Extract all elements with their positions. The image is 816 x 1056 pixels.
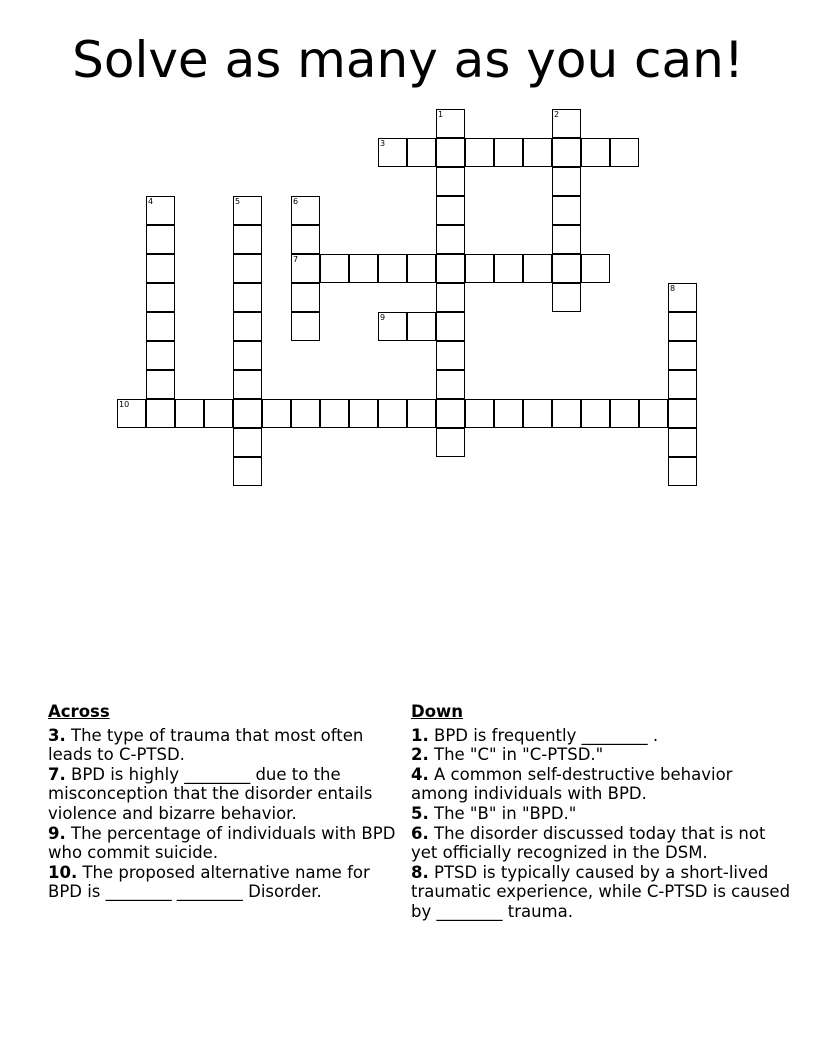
- grid-cell[interactable]: [262, 399, 291, 428]
- clue-number-label: 6.: [411, 823, 429, 843]
- clue-number-label: 9.: [48, 823, 66, 843]
- clue-text: The "C" in "C-PTSD.": [428, 745, 604, 765]
- grid-cell[interactable]: [378, 399, 407, 428]
- grid-cell[interactable]: [668, 341, 697, 370]
- grid-cell[interactable]: [146, 341, 175, 370]
- down-clue: [411, 824, 791, 863]
- grid-cell[interactable]: [523, 138, 552, 167]
- grid-cell[interactable]: [233, 283, 262, 312]
- grid-cell[interactable]: [291, 399, 320, 428]
- clue-number-label: 10.: [48, 862, 78, 882]
- grid-cell[interactable]: [465, 138, 494, 167]
- grid-cell[interactable]: [436, 312, 465, 341]
- grid-cell[interactable]: [407, 399, 436, 428]
- clue-number: 10: [119, 400, 130, 409]
- down-clue: [411, 804, 791, 824]
- grid-cell[interactable]: [175, 399, 204, 428]
- grid-cell[interactable]: [233, 341, 262, 370]
- clue-text: The type of trauma that most often leads to C-PTSD.: [48, 725, 364, 765]
- clue-number-label: 3.: [48, 725, 66, 745]
- clue-number: 6: [293, 197, 299, 206]
- down-clues: [411, 702, 791, 922]
- down-heading: Down: [411, 702, 464, 721]
- grid-cell[interactable]: [204, 399, 233, 428]
- grid-cell[interactable]: [291, 196, 320, 225]
- clue-number: 4: [148, 197, 154, 206]
- clue-number: 9: [380, 313, 386, 322]
- across-clue: [48, 726, 406, 765]
- clue-number-label: 1.: [411, 725, 429, 745]
- clue-number-label: 5.: [411, 803, 429, 823]
- grid-cell[interactable]: [291, 283, 320, 312]
- crossword-grid: [0, 0, 816, 520]
- clue-number: 8: [670, 284, 676, 293]
- clue-number: 5: [235, 197, 241, 206]
- grid-cell[interactable]: [668, 312, 697, 341]
- grid-cell[interactable]: [233, 196, 262, 225]
- grid-cell[interactable]: [552, 254, 581, 283]
- down-clue: [411, 745, 791, 765]
- across-clue: [48, 824, 406, 863]
- clue-text: PTSD is typically caused by a short-lived traumatic experience, while C-PTSD is caused by ________ trauma.: [411, 862, 791, 921]
- grid-cell[interactable]: [523, 399, 552, 428]
- clue-text: BPD is highly ________ due to the misconception that the disorder entails violence and bizarre behavior.: [48, 764, 373, 823]
- grid-cell[interactable]: [146, 225, 175, 254]
- clue-text: The disorder discussed today that is not yet officially recognized in the DSM.: [411, 823, 766, 863]
- grid-cell[interactable]: [233, 370, 262, 399]
- grid-cell[interactable]: [378, 254, 407, 283]
- grid-cell[interactable]: [349, 399, 378, 428]
- clue-text: The percentage of individuals with BPD who commit suicide.: [48, 823, 396, 863]
- grid-cell[interactable]: [233, 254, 262, 283]
- grid-cell[interactable]: [320, 254, 349, 283]
- grid-cell[interactable]: [668, 428, 697, 457]
- clue-text: BPD is frequently ________ .: [428, 725, 659, 745]
- grid-cell[interactable]: [552, 138, 581, 167]
- grid-cell[interactable]: [552, 283, 581, 312]
- clue-number: 2: [554, 110, 560, 119]
- down-clue: [411, 863, 791, 922]
- down-clue-list: [411, 726, 791, 922]
- grid-cell[interactable]: [117, 399, 146, 428]
- grid-cell[interactable]: [378, 138, 407, 167]
- grid-cell[interactable]: [465, 254, 494, 283]
- grid-cell[interactable]: [436, 428, 465, 457]
- clue-number: 7: [293, 255, 299, 264]
- grid-cell[interactable]: [436, 109, 465, 138]
- grid-cell[interactable]: [233, 457, 262, 486]
- grid-cell[interactable]: [320, 399, 349, 428]
- grid-cell[interactable]: [465, 399, 494, 428]
- clue-number: 3: [380, 139, 386, 148]
- grid-cell[interactable]: [291, 254, 320, 283]
- grid-cell[interactable]: [494, 399, 523, 428]
- grid-cell[interactable]: [668, 399, 697, 428]
- across-heading: Across: [48, 702, 110, 721]
- clue-number: 1: [438, 110, 444, 119]
- grid-cell[interactable]: [146, 312, 175, 341]
- grid-cell[interactable]: [146, 283, 175, 312]
- grid-cell[interactable]: [436, 341, 465, 370]
- down-clue: [411, 765, 791, 804]
- grid-cell[interactable]: [436, 167, 465, 196]
- grid-cell[interactable]: [494, 254, 523, 283]
- page-title: Solve as many as you can!: [72, 31, 744, 89]
- clue-number-label: 7.: [48, 764, 66, 784]
- grid-cell[interactable]: [146, 370, 175, 399]
- grid-cell[interactable]: [436, 254, 465, 283]
- grid-cell[interactable]: [581, 138, 610, 167]
- grid-cell[interactable]: [668, 283, 697, 312]
- grid-cell[interactable]: [146, 196, 175, 225]
- grid-cell[interactable]: [436, 283, 465, 312]
- grid-cell[interactable]: [407, 312, 436, 341]
- grid-cell[interactable]: [610, 138, 639, 167]
- grid-cell[interactable]: [349, 254, 378, 283]
- grid-cell[interactable]: [552, 399, 581, 428]
- grid-cell[interactable]: [552, 109, 581, 138]
- grid-cell[interactable]: [581, 254, 610, 283]
- grid-cell[interactable]: [233, 312, 262, 341]
- grid-cell[interactable]: [581, 399, 610, 428]
- grid-cell[interactable]: [233, 428, 262, 457]
- grid-cell[interactable]: [291, 225, 320, 254]
- across-clue-list: [48, 726, 406, 902]
- grid-cell[interactable]: [436, 399, 465, 428]
- grid-cell[interactable]: [668, 370, 697, 399]
- grid-cell[interactable]: [552, 196, 581, 225]
- grid-cell[interactable]: [668, 457, 697, 486]
- clue-number-label: 4.: [411, 764, 429, 784]
- grid-cell[interactable]: [233, 225, 262, 254]
- clue-text: A common self-destructive behavior among individuals with BPD.: [411, 764, 733, 804]
- grid-cell[interactable]: [378, 312, 407, 341]
- grid-cell[interactable]: [523, 254, 552, 283]
- grid-cell[interactable]: [407, 254, 436, 283]
- across-clue: [48, 863, 406, 902]
- clue-text: The proposed alternative name for BPD is ________ ________ Disorder.: [48, 862, 370, 902]
- grid-cell[interactable]: [233, 399, 262, 428]
- grid-cell[interactable]: [436, 225, 465, 254]
- grid-cell[interactable]: [552, 225, 581, 254]
- grid-cell[interactable]: [610, 399, 639, 428]
- clue-text: The "B" in "BPD.": [428, 803, 577, 823]
- grid-cell[interactable]: [146, 399, 175, 428]
- clue-number-label: 2.: [411, 745, 429, 765]
- grid-cell[interactable]: [146, 254, 175, 283]
- across-clue: [48, 765, 406, 824]
- clue-number-label: 8.: [411, 862, 429, 882]
- down-clue: [411, 726, 791, 746]
- grid-cell[interactable]: [494, 138, 523, 167]
- grid-cell[interactable]: [436, 138, 465, 167]
- grid-cell[interactable]: [291, 312, 320, 341]
- grid-cell[interactable]: [436, 370, 465, 399]
- grid-cell[interactable]: [639, 399, 668, 428]
- grid-cell[interactable]: [436, 196, 465, 225]
- across-clues: [48, 702, 406, 902]
- grid-cell[interactable]: [552, 167, 581, 196]
- grid-cell[interactable]: [407, 138, 436, 167]
